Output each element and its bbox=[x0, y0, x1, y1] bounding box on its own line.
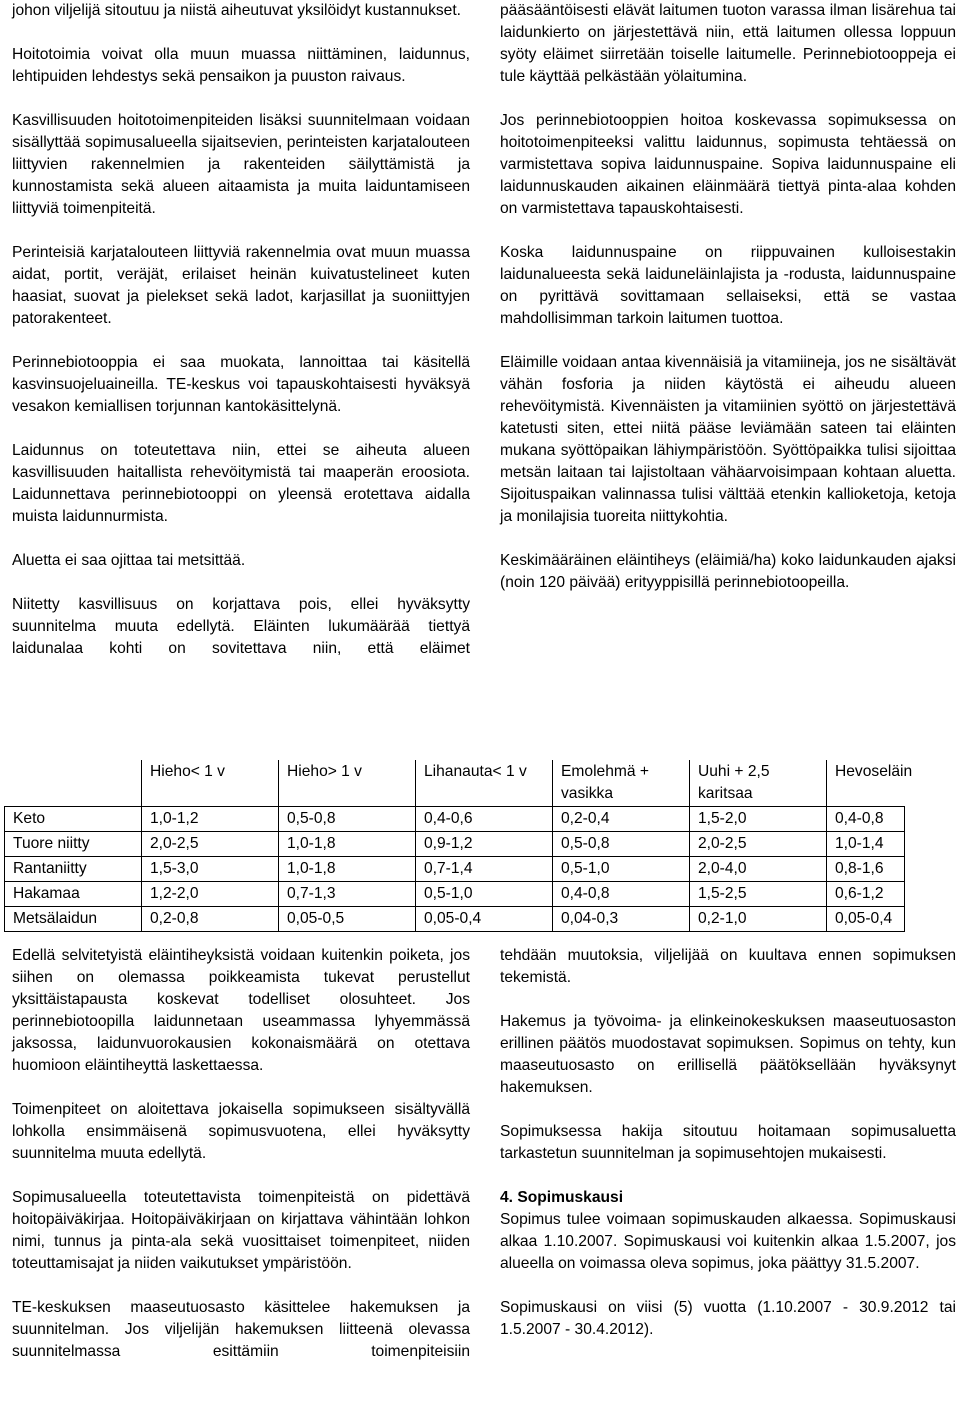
table-cell: 0,2-1,0 bbox=[690, 907, 827, 932]
animal-density-table bbox=[4, 760, 913, 932]
paragraph-density-exceptions: Edellä selvitetyistä eläintiheyksistä voidaan kuitenkin poiketa, jos siihen on olemassa poikkeamista tukevat perustellut yksittäistapausta koskevat todelliset olosuhteet. Jos perinnebiotoopilla laidunnetaan useammassa lyhyemmässä jaksossa, laidunvuorokausien kokonaismäärä on otettava huomioon eläintiheyttä laskettaessa. bbox=[12, 947, 470, 1074]
table-cell: Hakamaa bbox=[5, 882, 142, 907]
paragraph-no-fertilizing: Perinnebiotooppia ei saa muokata, lannoittaa tai käsitellä kasvinsuojeluaineilla. TE-keskus voi tapauskohtaisesti hyväksyä vesakon kemiallisen torjunnan kantokäsittelynä. bbox=[12, 354, 470, 415]
table-cell: 0,7-1,4 bbox=[416, 857, 553, 882]
table-cell: 0,4-0,8 bbox=[553, 882, 690, 907]
table-cell: Metsälaidun bbox=[5, 907, 142, 932]
paragraph-continued-costs: johon viljelijä sitoutuu ja niistä aiheutuvat yksilöidyt kustannukset. bbox=[12, 2, 462, 19]
table-cell: Keto bbox=[5, 807, 142, 832]
table-cell: 0,7-1,3 bbox=[279, 882, 416, 907]
table-cell: 0,4-0,8 bbox=[827, 807, 905, 832]
paragraph-te-centre-processing: TE-keskuksen maaseutuosasto käsittelee hakemuksen ja suunnitelman. Jos viljelijän hakemuksen liitteenä olevassa suunnitelmassa esittämiin toimenpiteisiin bbox=[12, 1299, 470, 1360]
table-cell: 0,05-0,4 bbox=[416, 907, 553, 932]
paragraph-vegetation-plan: Kasvillisuuden hoitotoimenpiteiden lisäksi suunnitelmaan voidaan sisällyttää sopimusalueella sijaitsevien, perinteisten karjatalouteen liittyvien rakennelmien ja rakenteiden säilyttämistä ja kunnostamista sekä alueen aitaamista ja muita laiduntamiseen liittyviä toimenpiteitä. bbox=[12, 112, 470, 217]
paragraph-contract-length: Sopimuskausi on viisi (5) vuotta (1.10.2007 - 30.9.2012 tai 1.5.2007 - 30.4.2012). bbox=[500, 1299, 956, 1338]
paragraph-pasture-yield: pääsääntöisesti elävät laitumen tuoton varassa ilman lisärehua tai laidunkierto on järjestettävä niin, että laitumen ollessa loppuun syöty eläimet siirretään toiselle laitumelle. Perinnebiotooppeja ei tule käyttää pelkästään yölaitumina. bbox=[500, 2, 956, 85]
table-header-row bbox=[5, 760, 905, 807]
table-row bbox=[5, 807, 905, 832]
paragraph-start-actions: Toimenpiteet on aloitettava jokaisella sopimukseen sisältyvällä lohkolla ensimmäisenä sopimusvuotena, ellei hyväksytty suunnitelma muuta edellytä. bbox=[12, 1101, 470, 1162]
table-cell: 1,2-2,0 bbox=[142, 882, 279, 907]
paragraph-maintenance-diary: Sopimusalueella toteutettavista toimenpiteistä on pidettävä hoitopäiväkirjaa. Hoitopäiväkirjaan on kirjattava vähintään lohkon nimi, tunnus ja pinta-ala sekä vuosittaiset toimenpiteet, niiden toteuttamisajat ja niiden vaikutukset ympäristöön. bbox=[12, 1189, 470, 1272]
table-header-cell: Uuhi + 2,5 karitsaa bbox=[690, 760, 827, 807]
table-cell: 2,0-2,5 bbox=[142, 832, 279, 857]
right-column-bottom bbox=[500, 945, 956, 1341]
table-row bbox=[5, 857, 905, 882]
paragraph-application-decision: Hakemus ja työvoima- ja elinkeinokeskuksen maaseutuosaston erillinen päätös muodostavat sopimuksen. Sopimus on tehty, kun maaseutuosasto on erillisellä päätöksellään hyväksynyt hakemuksen. bbox=[500, 1013, 956, 1096]
table-cell: 0,05-0,4 bbox=[827, 907, 905, 932]
left-column-top bbox=[12, 0, 470, 660]
paragraph-mowed-vegetation: Niitetty kasvillisuus on korjattava pois, ellei hyväksytty suunnitelma muuta edellytä. Eläinten lukumäärää tiettyä laidunalaa kohti on sovitettava niin, että eläimet bbox=[12, 596, 470, 657]
table-cell: 0,4-0,6 bbox=[416, 807, 553, 832]
table-header-cell: Hevoseläin bbox=[827, 760, 905, 807]
table-cell: 1,0-1,8 bbox=[279, 857, 416, 882]
table-cell: 1,5-3,0 bbox=[142, 857, 279, 882]
table-cell: 0,2-0,8 bbox=[142, 907, 279, 932]
table-cell: 0,6-1,2 bbox=[827, 882, 905, 907]
table-cell: Rantaniitty bbox=[5, 857, 142, 882]
paragraph-grazing-implementation: Laidunnus on toteutettava niin, ettei se aiheuta alueen kasvillisuuden haitallista rehevöitymistä tai maaperän eroosiota. Laidunnettava perinnebiotooppi on yleensä erotettava aidalla muista laidunnurmista. bbox=[12, 442, 470, 525]
left-column-bottom bbox=[12, 945, 470, 1363]
table-cell: 1,0-1,4 bbox=[827, 832, 905, 857]
paragraph-maintenance-actions: Hoitotoimia voivat olla muun muassa niittäminen, laidunnus, lehtipuiden lehdestys sekä pensaikon ja puuston raivaus. bbox=[12, 46, 470, 85]
table-row bbox=[5, 882, 905, 907]
paragraph-grazing-pressure: Jos perinnebiotooppien hoitoa koskevassa sopimuksessa on hoitotoimenpiteeksi valittu laidunnus, sopimusta tehtäessä on varmistettava sopiva laidunnuspaine. Sopiva laidunnuspaine eli laidunnuskauden aikainen eläinmäärä tiettyä pinta-alaa kohden on varmistettava tapauskohtaisesti. bbox=[500, 112, 956, 217]
table-row bbox=[5, 907, 905, 932]
table-cell: 2,0-2,5 bbox=[690, 832, 827, 857]
right-column-top bbox=[500, 0, 956, 594]
table-header-cell: Emolehmä + vasikka bbox=[553, 760, 690, 807]
animal-density-table-wrapper bbox=[4, 760, 913, 932]
paragraph-no-draining: Aluetta ei saa ojittaa tai metsittää. bbox=[12, 552, 246, 569]
table-header-cell: Hieho> 1 v bbox=[279, 760, 416, 807]
table-cell: 0,9-1,2 bbox=[416, 832, 553, 857]
table-cell: 0,05-0,5 bbox=[279, 907, 416, 932]
table-row bbox=[5, 832, 905, 857]
table-cell: 0,04-0,3 bbox=[553, 907, 690, 932]
table-cell: 0,5-0,8 bbox=[279, 807, 416, 832]
table-cell: 0,5-1,0 bbox=[416, 882, 553, 907]
paragraph-changes-hearing: tehdään muutoksia, viljelijää on kuultava ennen sopimuksen tekemistä. bbox=[500, 947, 956, 986]
table-cell: 0,5-1,0 bbox=[553, 857, 690, 882]
table-cell: 1,0-1,8 bbox=[279, 832, 416, 857]
table-header-cell: Lihanauta< 1 v bbox=[416, 760, 553, 807]
table-cell: Tuore niitty bbox=[5, 832, 142, 857]
table-cell: 2,0-4,0 bbox=[690, 857, 827, 882]
table-cell: 1,5-2,0 bbox=[690, 807, 827, 832]
paragraph-animal-density-intro: Keskimääräinen eläintiheys (eläimiä/ha) koko laidunkauden ajaksi (noin 120 päivää) erityyppisillä perinnebiotoopeilla. bbox=[500, 552, 956, 591]
table-header-cell bbox=[5, 760, 142, 807]
paragraph-pressure-dependency: Koska laidunnuspaine on riippuvainen kulloisestakin laidunalueesta sekä laiduneläinlajista ja -rodusta, laidunnuspaine on pyrittävä sovittamaan sellaiseksi, että se vastaa mahdollisimman tarkoin laitumen tuottoa. bbox=[500, 244, 956, 327]
paragraph-contract-start: Sopimus tulee voimaan sopimuskauden alkaessa. Sopimuskausi alkaa 1.10.2007. Sopimuskausi voi kuitenkin alkaa 1.5.2007, jos alueella on voimassa oleva sopimus, joka päättyy 31.5.2007. bbox=[500, 1211, 956, 1272]
table-cell: 0,5-0,8 bbox=[553, 832, 690, 857]
section-heading-contract-period: 4. Sopimuskausi bbox=[500, 1189, 624, 1206]
paragraph-traditional-structures: Perinteisiä karjatalouteen liittyviä rakennelmia ovat muun muassa aidat, portit, veräjät, erilaiset heinän kuivatustelineet kuten haasiat, suovat ja pielekset sekä ladot, karjasillat ja suoniittyjen patorakenteet. bbox=[12, 244, 470, 327]
paragraph-applicant-commitment: Sopimuksessa hakija sitoutuu hoitamaan sopimusaluetta tarkastetun suunnitelman ja sopimusehtojen mukaisesti. bbox=[500, 1123, 956, 1162]
table-cell: 0,8-1,6 bbox=[827, 857, 905, 882]
table-cell: 0,2-0,4 bbox=[553, 807, 690, 832]
table-cell: 1,0-1,2 bbox=[142, 807, 279, 832]
table-cell: 1,5-2,5 bbox=[690, 882, 827, 907]
paragraph-minerals-vitamins: Eläimille voidaan antaa kivennäisiä ja vitamiineja, jos ne sisältävät vähän fosforia ja niiden käytöstä ei aiheudu alueen rehevöitymistä. Kivennäisten ja vitamiinien syöttö on järjestettävä katetusti siten, ettei niitä pääse leviämään sateen tai eläinten mukana syöttöpaikan lähiympäristöön. Syöttöpaikka tulisi sijoittaa metsän laitaan tai lajistoltaan vähäarvoisimpaan kohtaan aluetta. Sijoituspaikan valinnassa tulisi välttää etenkin kallioketoja, ketoja ja monilajisia tuoreita niittykohtia. bbox=[500, 354, 956, 525]
table-header-cell: Hieho< 1 v bbox=[142, 760, 279, 807]
